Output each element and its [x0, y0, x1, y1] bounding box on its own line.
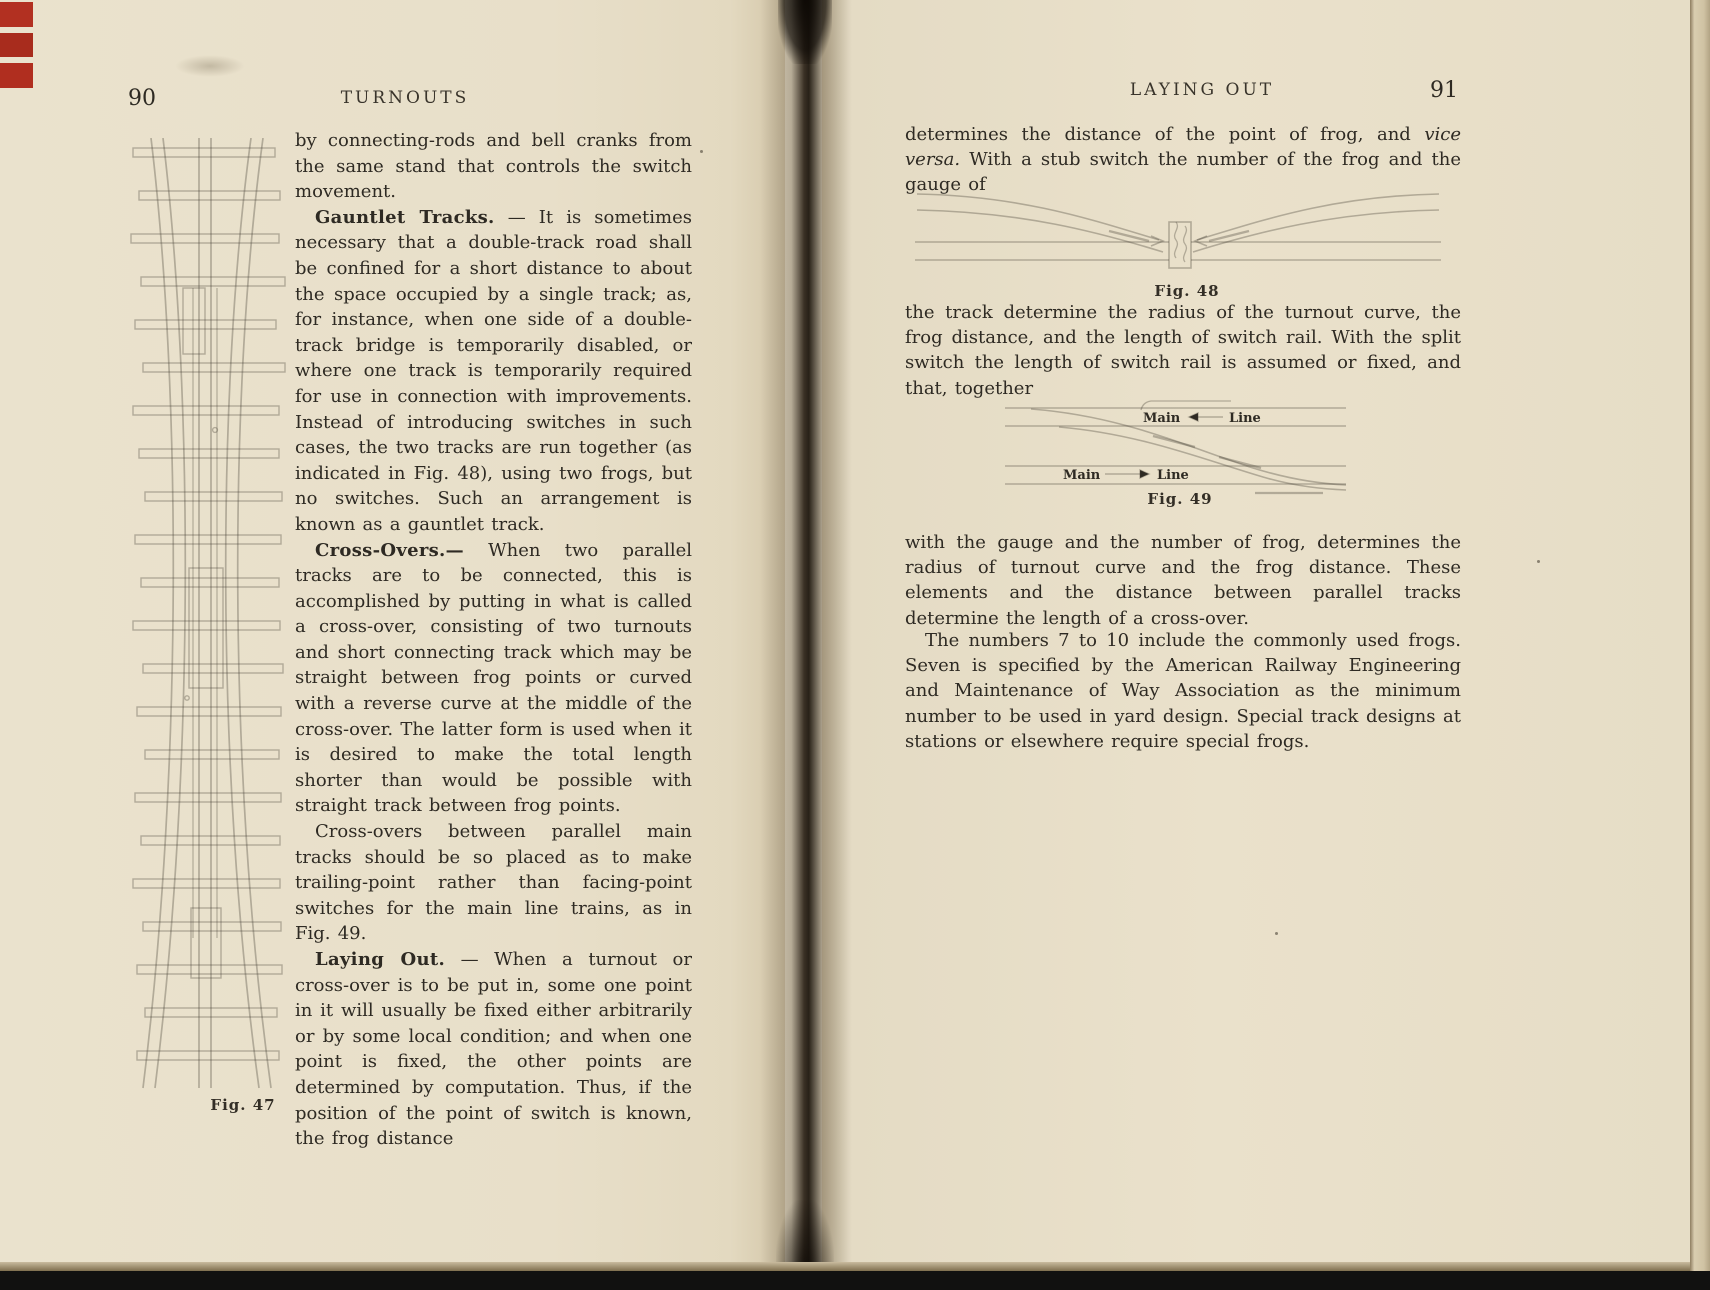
fig48-gauntlet-diagram: [913, 186, 1445, 274]
fig48-arrow-icon: [1195, 236, 1207, 246]
red-mark: [0, 63, 33, 88]
paragraph-text: the track determine the radius of the turnout curve, the frog distance, and the length of switch rail. With the split switch the length of switch rail is assumed or fixed, and that, together: [905, 302, 1461, 399]
fig48-curve: [917, 194, 1159, 240]
fig48-curve: [1193, 210, 1439, 252]
fig49-top-main-label: Main: [1143, 411, 1181, 426]
fig49-crossover-diagram: [1003, 398, 1348, 496]
fig47-ties: [131, 148, 285, 1060]
fig48-switch-rail: [1109, 231, 1149, 241]
paragraph-text: The numbers 7 to 10 include the commonly used frogs. Seven is specified by the American Railway Engineering and Maintenance of Way Association as the minimum number to be used in yard design. Special track designs at stations or elsewhere require special frogs.: [905, 630, 1461, 752]
right-page-number: 91: [1430, 78, 1458, 103]
fig47-track-diagram: [127, 138, 289, 1090]
fig48-curve: [1197, 194, 1439, 240]
left-text-column: [295, 128, 692, 1152]
fig48-curve: [917, 210, 1163, 252]
paragraph-text: determines the distance of the point of frog, and: [905, 124, 1425, 145]
right-running-head: LAYING OUT: [1129, 80, 1275, 100]
left-page-number: 90: [128, 86, 156, 111]
fig48-arrow-icon: [1151, 236, 1163, 246]
paragraph: [905, 628, 1461, 754]
paragraph-text: When two parallel tracks are to be connected, this is accomplished by putting in what is called a cross-over, consisting of two turnouts and short connecting track which may be straight between frog points or curved with a reverse curve at the middle of the cross-over. The latter form is used when it is desired to make the total length shorter than would be possible with straight track between frog points.: [295, 539, 692, 817]
red-mark: [0, 33, 33, 57]
fig49-bottom-main-label: Main: [1063, 468, 1101, 483]
paragraph: [905, 300, 1461, 401]
paragraph: [295, 947, 692, 1152]
paragraph-text: With a stub switch the number of the frog and the gauge of: [905, 149, 1461, 196]
paragraph-text: — It is sometimes necessary that a double-track road shall be confined for a short distance to about the space occupied by a single track; as, for instance, when one side of a double-track bridge is temporarily disabled, or where one track is temporarily required for use in connection with improvements. Instead of introducing switches in such cases, the two tracks are run together (as indicated in Fig. 48), using two frogs, but no switches. Such an arrangement is known as a gauntlet track.: [295, 206, 693, 535]
paragraph-text: with the gauge and the number of frog, determines the radius of turnout curve and the frog distance. These elements and the distance between parallel tracks determine the length of a cross-over.: [905, 532, 1461, 629]
binding-gutter-bottom-shadow: [776, 1200, 834, 1270]
paragraph-lead: Cross-Overs.—: [315, 539, 464, 561]
next-page-edge: [1690, 0, 1710, 1271]
scan-speck: [1537, 560, 1540, 563]
binding-gutter-top-shadow: [778, 0, 832, 64]
fig48-caption: Fig. 48: [1154, 282, 1220, 300]
scan-speck: [1275, 932, 1278, 935]
paragraph-text: Cross-overs between parallel main tracks should be so placed as to make trailing-point rather than facing-point switches for the main line trains, as in Fig. 49.: [295, 821, 692, 945]
right-page: [822, 0, 1690, 1270]
paragraph-text: by connecting-rods and bell cranks from the same stand that controls the switch movement.: [295, 130, 692, 203]
fig47-caption: Fig. 47: [210, 1096, 276, 1114]
paragraph-italic: vice versa.: [905, 124, 1461, 171]
scan-speck: [700, 150, 703, 153]
fig49-caption: Fig. 49: [1147, 490, 1213, 508]
fig49-right-arrowhead-icon: [1140, 470, 1149, 478]
fig48-switch-rail: [1209, 231, 1249, 241]
paragraph: [295, 128, 692, 205]
fig49-bottom-line-label: Line: [1157, 468, 1189, 483]
left-running-head: TURNOUTS: [340, 88, 470, 108]
red-mark: [0, 2, 33, 27]
left-page: [0, 0, 785, 1270]
fig49-left-arrowhead-icon: [1189, 413, 1198, 421]
red-edge-marks: [0, 2, 33, 88]
paragraph-lead: Gauntlet Tracks.: [315, 206, 495, 228]
scan-bottom-bar: [0, 1271, 1710, 1290]
paragraph: [295, 538, 692, 820]
binding-gutter-shadow: [760, 0, 852, 1270]
scan-smudge: [175, 55, 245, 77]
paragraph-text: — When a turnout or cross-over is to be put in, some one point in it will usually be fixed either arbitrarily or by some local condition; and when one point is fixed, the other points are determined by computation. Thus, if the position of the point of switch is known, the frog distance: [295, 949, 692, 1150]
paragraph-lead: Laying Out.: [315, 949, 446, 970]
paragraph: [905, 530, 1461, 631]
paragraph: [295, 205, 692, 538]
paragraph: [295, 819, 692, 947]
fig47-rails: [143, 138, 271, 1088]
fig49-top-line-label: Line: [1229, 411, 1261, 426]
